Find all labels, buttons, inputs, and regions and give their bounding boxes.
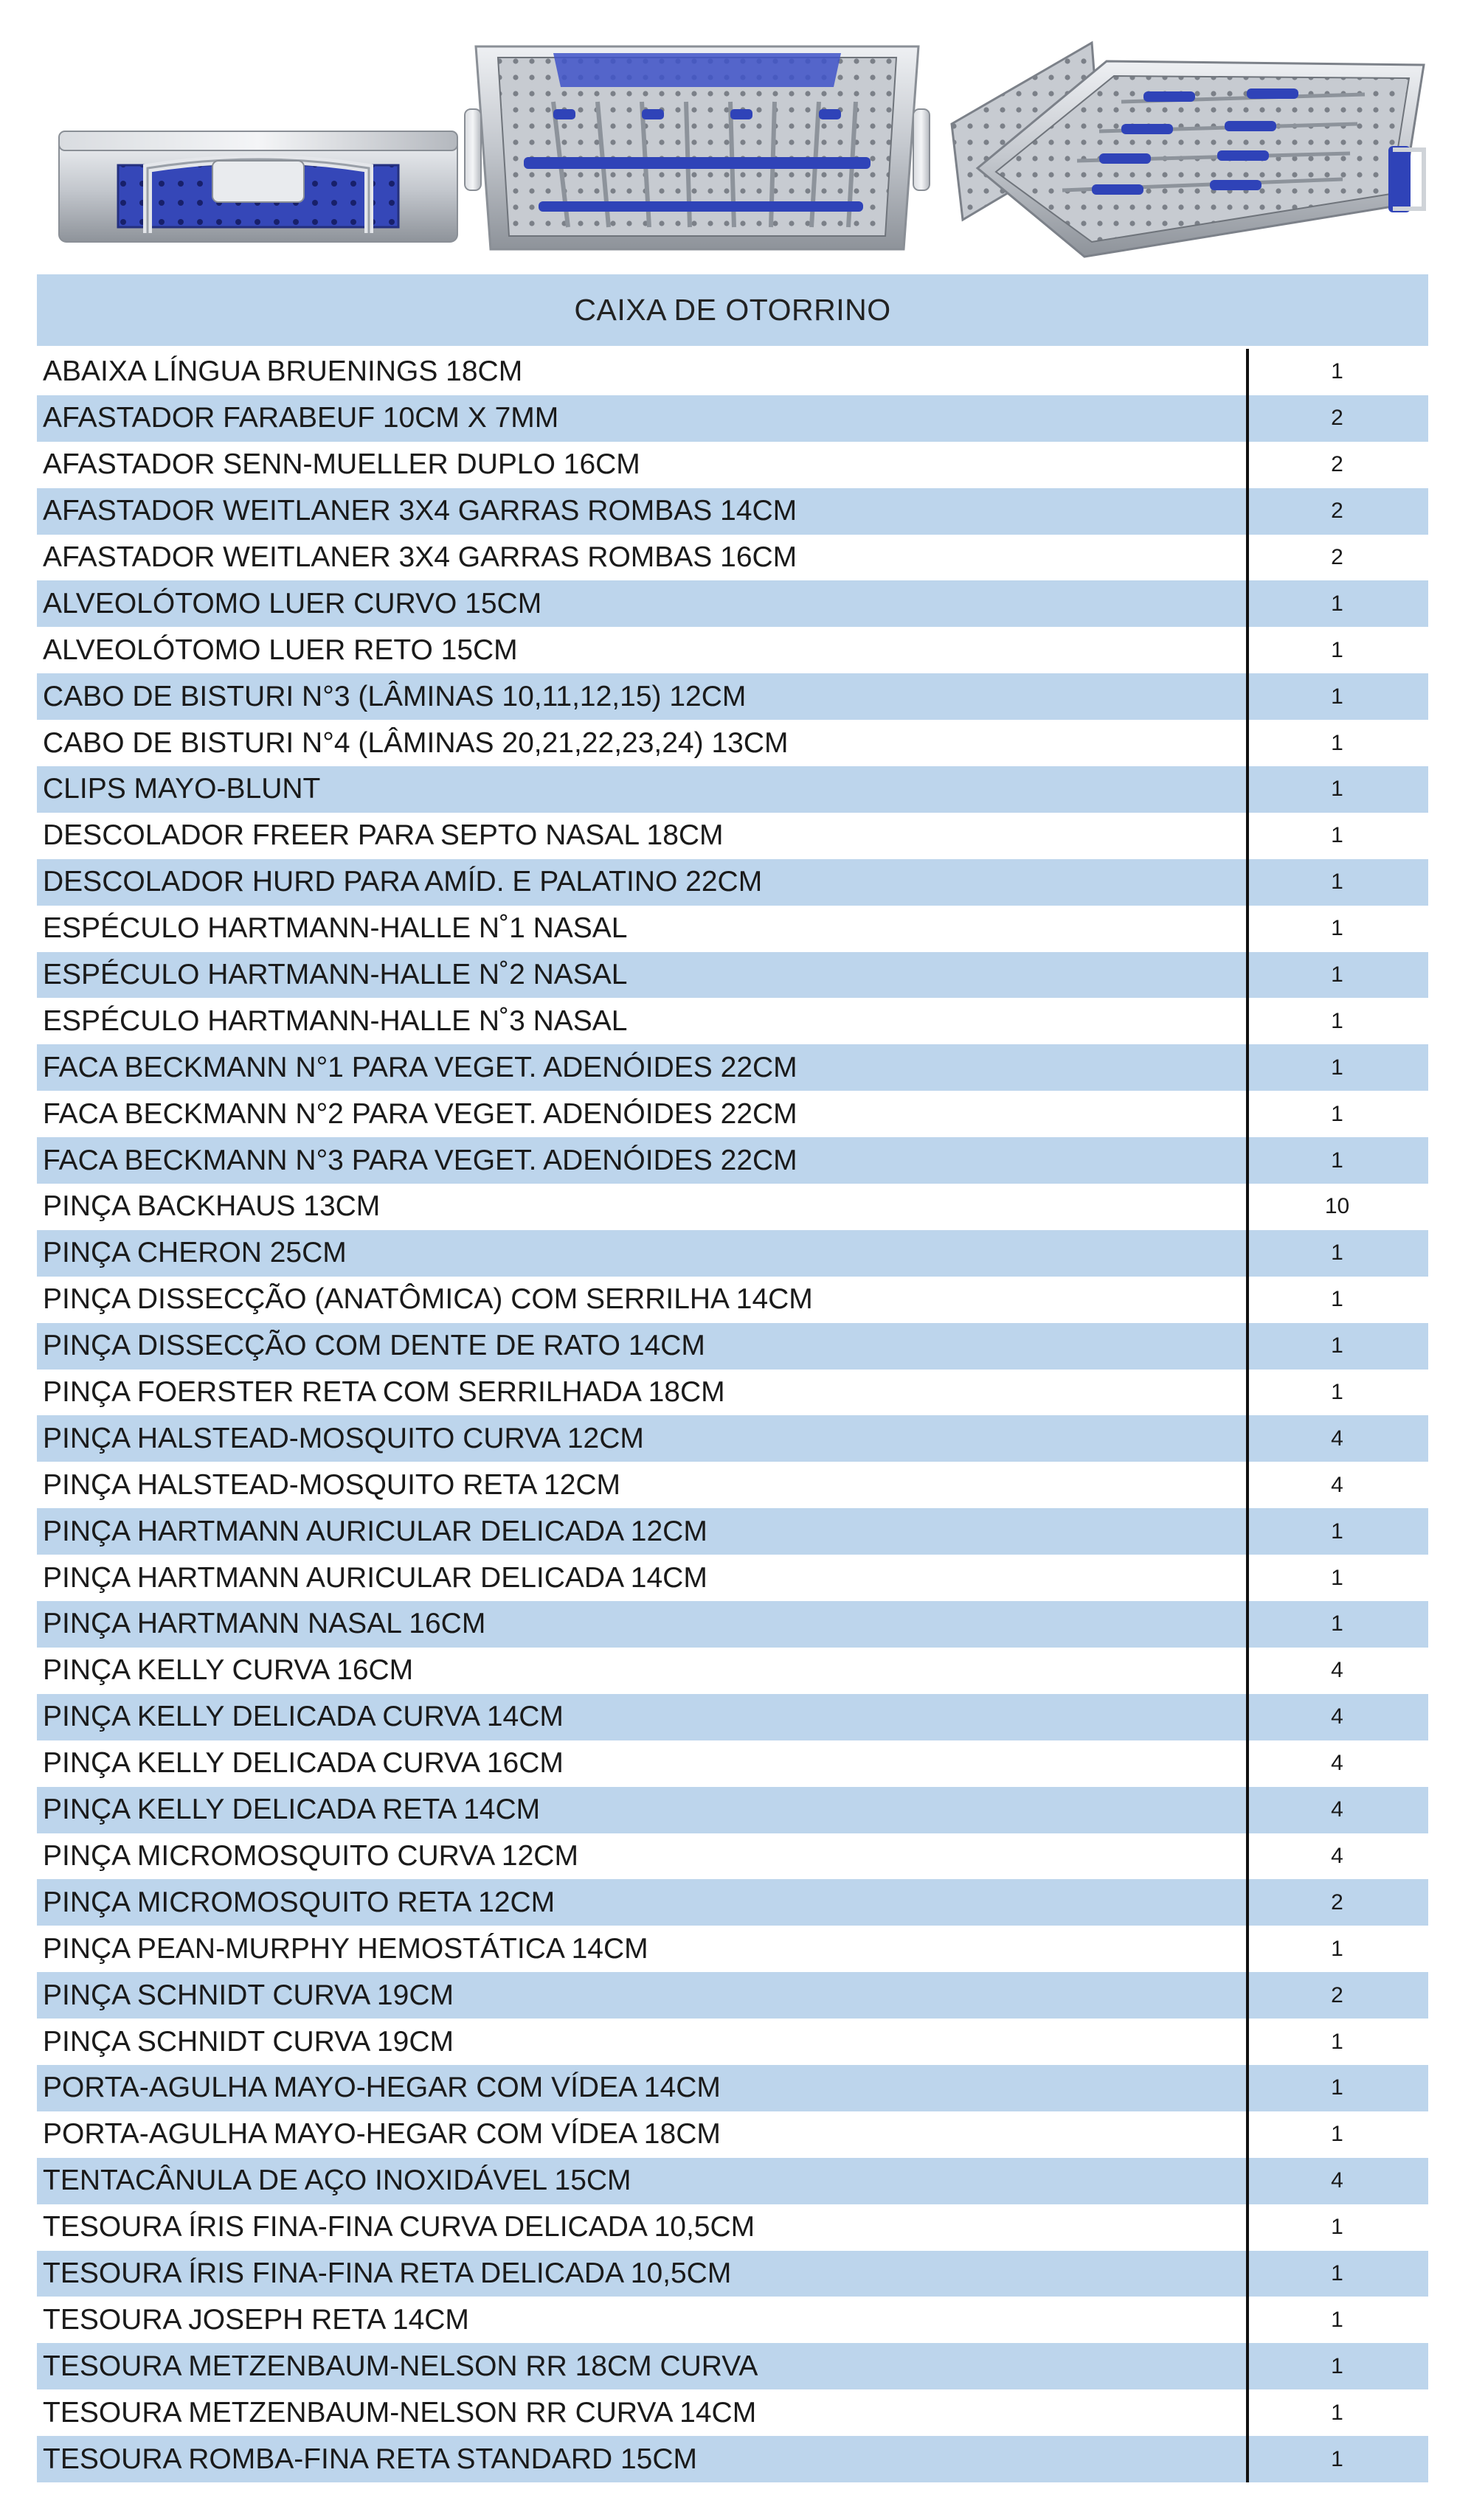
table-row — [37, 952, 1428, 999]
instrument-name: PINÇA FOERSTER RETA COM SERRILHADA 18CM — [43, 1376, 725, 1409]
instrument-quantity: 1 — [1331, 2353, 1343, 2378]
table-row — [37, 2343, 1428, 2389]
instrument-name: TESOURA JOSEPH RETA 14CM — [43, 2303, 469, 2336]
table-row — [37, 2111, 1428, 2158]
table-row — [37, 1091, 1428, 1137]
table-row — [37, 1184, 1428, 1230]
instrument-name: TESOURA ÍRIS FINA-FINA CURVA DELICADA 10,5CM — [43, 2211, 755, 2243]
table-row — [37, 535, 1428, 581]
table-row — [37, 2019, 1428, 2065]
instrument-name: PINÇA KELLY DELICADA RETA 14CM — [43, 1794, 541, 1826]
table-row — [37, 859, 1428, 906]
table-row — [37, 580, 1428, 627]
table-row — [37, 998, 1428, 1044]
instrument-quantity: 1 — [1331, 823, 1343, 848]
instrument-name: ALVEOLÓTOMO LUER RETO 15CM — [43, 634, 518, 666]
instrument-quantity: 4 — [1331, 1426, 1343, 1451]
table-row — [37, 1694, 1428, 1740]
table-row — [37, 349, 1428, 395]
table-row — [37, 395, 1428, 442]
instrument-quantity: 2 — [1331, 499, 1343, 524]
instrument-quantity: 1 — [1331, 1380, 1343, 1405]
instrument-quantity: 1 — [1331, 869, 1343, 895]
instrument-name: ALVEOLÓTOMO LUER CURVO 15CM — [43, 587, 542, 619]
instrument-name: PINÇA KELLY DELICADA CURVA 14CM — [43, 1701, 564, 1733]
instrument-name: TESOURA ÍRIS FINA-FINA RETA DELICADA 10,5CM — [43, 2257, 732, 2289]
instrument-name: PINÇA KELLY DELICADA CURVA 16CM — [43, 1747, 564, 1780]
table-row — [37, 1879, 1428, 1926]
instrument-quantity: 2 — [1331, 452, 1343, 477]
table-row — [37, 813, 1428, 859]
instrument-quantity: 2 — [1331, 406, 1343, 431]
instrument-name: DESCOLADOR FREER PARA SEPTO NASAL 18CM — [43, 819, 724, 852]
table-row — [37, 442, 1428, 488]
instrument-quantity: 1 — [1331, 1055, 1343, 1080]
instrument-quantity: 1 — [1331, 1611, 1343, 1636]
instrument-quantity: 4 — [1331, 1472, 1343, 1497]
table-row — [37, 766, 1428, 813]
table-row — [37, 1648, 1428, 1694]
table-row — [37, 1926, 1428, 1972]
instrument-quantity: 2 — [1331, 545, 1343, 569]
instrument-name: PINÇA PEAN-MURPHY HEMOSTÁTICA 14CM — [43, 1932, 648, 1965]
instrument-quantity: 1 — [1331, 1287, 1343, 1312]
instrument-quantity: 4 — [1331, 1658, 1343, 1683]
table-rows — [37, 349, 1428, 2482]
instrument-name: PINÇA DISSECÇÃO COM DENTE DE RATO 14CM — [43, 1330, 705, 1362]
table-row — [37, 1277, 1428, 1323]
table-row — [37, 1137, 1428, 1184]
instrument-quantity: 1 — [1331, 1240, 1343, 1266]
instrument-name: TENTACÂNULA DE AÇO INOXIDÁVEL 15CM — [43, 2165, 631, 2197]
table-row — [37, 2065, 1428, 2111]
table-row — [37, 2436, 1428, 2482]
instrument-quantity: 4 — [1331, 1843, 1343, 1868]
instrument-name: CABO DE BISTURI N°4 (LÂMINAS 20,21,22,23,24) 13CM — [43, 726, 789, 759]
instrument-quantity: 4 — [1331, 1704, 1343, 1729]
instrument-quantity: 10 — [1324, 1194, 1350, 1219]
instrument-name: PINÇA KELLY CURVA 16CM — [43, 1654, 414, 1687]
instrument-quantity: 1 — [1331, 684, 1343, 709]
instrument-quantity: 1 — [1331, 962, 1343, 987]
instrument-name: AFASTADOR WEITLANER 3X4 GARRAS ROMBAS 16CM — [43, 541, 797, 573]
instrument-quantity: 1 — [1331, 1518, 1343, 1544]
table-row — [37, 906, 1428, 952]
instrument-quantity: 1 — [1331, 1936, 1343, 1961]
instrument-quantity: 1 — [1331, 359, 1343, 384]
table-row — [37, 1601, 1428, 1648]
instrument-quantity: 1 — [1331, 2075, 1343, 2100]
table-row — [37, 1415, 1428, 1462]
instrument-quantity: 1 — [1331, 2400, 1343, 2425]
instrument-quantity: 1 — [1331, 1101, 1343, 1126]
instrument-table — [37, 274, 1428, 2482]
product-photos — [37, 21, 1428, 264]
table-row — [37, 2158, 1428, 2204]
table-row — [37, 2251, 1428, 2297]
instrument-quantity: 1 — [1331, 1148, 1343, 1173]
instrument-quantity: 1 — [1331, 2122, 1343, 2147]
instrument-name: CABO DE BISTURI N°3 (LÂMINAS 10,11,12,15) 12CM — [43, 680, 747, 712]
instrument-name: PINÇA HALSTEAD-MOSQUITO CURVA 12CM — [43, 1422, 644, 1454]
instrument-name: ESPÉCULO HARTMANN-HALLE N˚3 NASAL — [43, 1004, 628, 1037]
instrument-name: ABAIXA LÍNGUA BRUENINGS 18CM — [43, 355, 523, 388]
instrument-name: DESCOLADOR HURD PARA AMÍD. E PALATINO 22CM — [43, 866, 763, 898]
instrument-name: PINÇA SCHNIDT CURVA 19CM — [43, 1979, 454, 2011]
column-divider — [1246, 349, 1249, 2482]
instrument-name: PINÇA MICROMOSQUITO RETA 12CM — [43, 1886, 556, 1918]
instrument-name: AFASTADOR WEITLANER 3X4 GARRAS ROMBAS 14CM — [43, 495, 797, 527]
table-row — [37, 2297, 1428, 2343]
open-tray-photo — [465, 46, 930, 249]
instrument-name: FACA BECKMANN N°2 PARA VEGET. ADENÓIDES 22CM — [43, 1097, 797, 1130]
instrument-name: PINÇA HARTMANN AURICULAR DELICADA 14CM — [43, 1561, 707, 1594]
instrument-name: PINÇA HARTMANN NASAL 16CM — [43, 1608, 486, 1640]
table-row — [37, 1462, 1428, 1508]
instrument-quantity: 1 — [1331, 591, 1343, 616]
table-title: CAIXA DE OTORRINO — [37, 274, 1428, 346]
instrument-name: PORTA-AGULHA MAYO-HEGAR COM VÍDEA 18CM — [43, 2118, 721, 2151]
instrument-name: PINÇA HALSTEAD-MOSQUITO RETA 12CM — [43, 1468, 621, 1501]
instrument-name: ESPÉCULO HARTMANN-HALLE N˚1 NASAL — [43, 912, 628, 945]
table-row — [37, 673, 1428, 720]
table-row — [37, 2389, 1428, 2436]
instrument-quantity: 1 — [1331, 2215, 1343, 2240]
instrument-quantity: 2 — [1331, 1982, 1343, 2007]
instrument-name: AFASTADOR FARABEUF 10CM X 7MM — [43, 402, 559, 434]
instrument-quantity: 1 — [1331, 637, 1343, 662]
instrument-quantity: 4 — [1331, 1751, 1343, 1776]
instrument-quantity: 1 — [1331, 1333, 1343, 1358]
instrument-name: PINÇA DISSECÇÃO (ANATÔMICA) COM SERRILHA 14CM — [43, 1283, 813, 1316]
closed-box-photo — [59, 131, 457, 242]
instrument-name: PINÇA BACKHAUS 13CM — [43, 1190, 381, 1223]
instrument-quantity: 4 — [1331, 2168, 1343, 2193]
instrument-quantity: 1 — [1331, 2029, 1343, 2054]
instrument-quantity: 1 — [1331, 730, 1343, 755]
table-row — [37, 1833, 1428, 1880]
table-row — [37, 1370, 1428, 1416]
instrument-quantity: 4 — [1331, 1797, 1343, 1822]
instrument-quantity: 1 — [1331, 916, 1343, 941]
instrument-quantity: 1 — [1331, 1565, 1343, 1590]
instrument-name: TESOURA METZENBAUM-NELSON RR CURVA 14CM — [43, 2396, 757, 2429]
table-row — [37, 1230, 1428, 1277]
instrument-name: TESOURA METZENBAUM-NELSON RR 18CM CURVA — [43, 2350, 758, 2382]
table-row — [37, 720, 1428, 766]
open-box-angled-photo — [952, 43, 1424, 257]
instrument-quantity: 2 — [1331, 1889, 1343, 1915]
table-row — [37, 1508, 1428, 1555]
instrument-name: CLIPS MAYO-BLUNT — [43, 773, 321, 805]
instrument-name: TESOURA ROMBA-FINA RETA STANDARD 15CM — [43, 2443, 698, 2475]
table-row — [37, 1323, 1428, 1370]
table-row — [37, 2204, 1428, 2251]
table-row — [37, 488, 1428, 535]
instrument-quantity: 1 — [1331, 2260, 1343, 2285]
instrument-name: PINÇA CHERON 25CM — [43, 1237, 347, 1269]
instrument-name: ESPÉCULO HARTMANN-HALLE N˚2 NASAL — [43, 959, 628, 991]
instrument-name: PINÇA HARTMANN AURICULAR DELICADA 12CM — [43, 1515, 707, 1547]
instrument-name: FACA BECKMANN N°1 PARA VEGET. ADENÓIDES 22CM — [43, 1051, 797, 1083]
instrument-name: FACA BECKMANN N°3 PARA VEGET. ADENÓIDES 22CM — [43, 1144, 797, 1176]
instrument-name: PINÇA MICROMOSQUITO CURVA 12CM — [43, 1839, 578, 1872]
table-row — [37, 1787, 1428, 1833]
instrument-name: PINÇA SCHNIDT CURVA 19CM — [43, 2025, 454, 2058]
table-row — [37, 1555, 1428, 1601]
table-row — [37, 1740, 1428, 1787]
instrument-name: PORTA-AGULHA MAYO-HEGAR COM VÍDEA 14CM — [43, 2072, 721, 2104]
instrument-name: AFASTADOR SENN-MUELLER DUPLO 16CM — [43, 448, 640, 481]
instrument-quantity: 1 — [1331, 2307, 1343, 2332]
table-row — [37, 627, 1428, 673]
instrument-quantity: 1 — [1331, 1008, 1343, 1033]
table-row — [37, 1972, 1428, 2019]
instrument-quantity: 1 — [1331, 777, 1343, 802]
instrument-quantity: 1 — [1331, 2446, 1343, 2471]
table-row — [37, 1044, 1428, 1091]
